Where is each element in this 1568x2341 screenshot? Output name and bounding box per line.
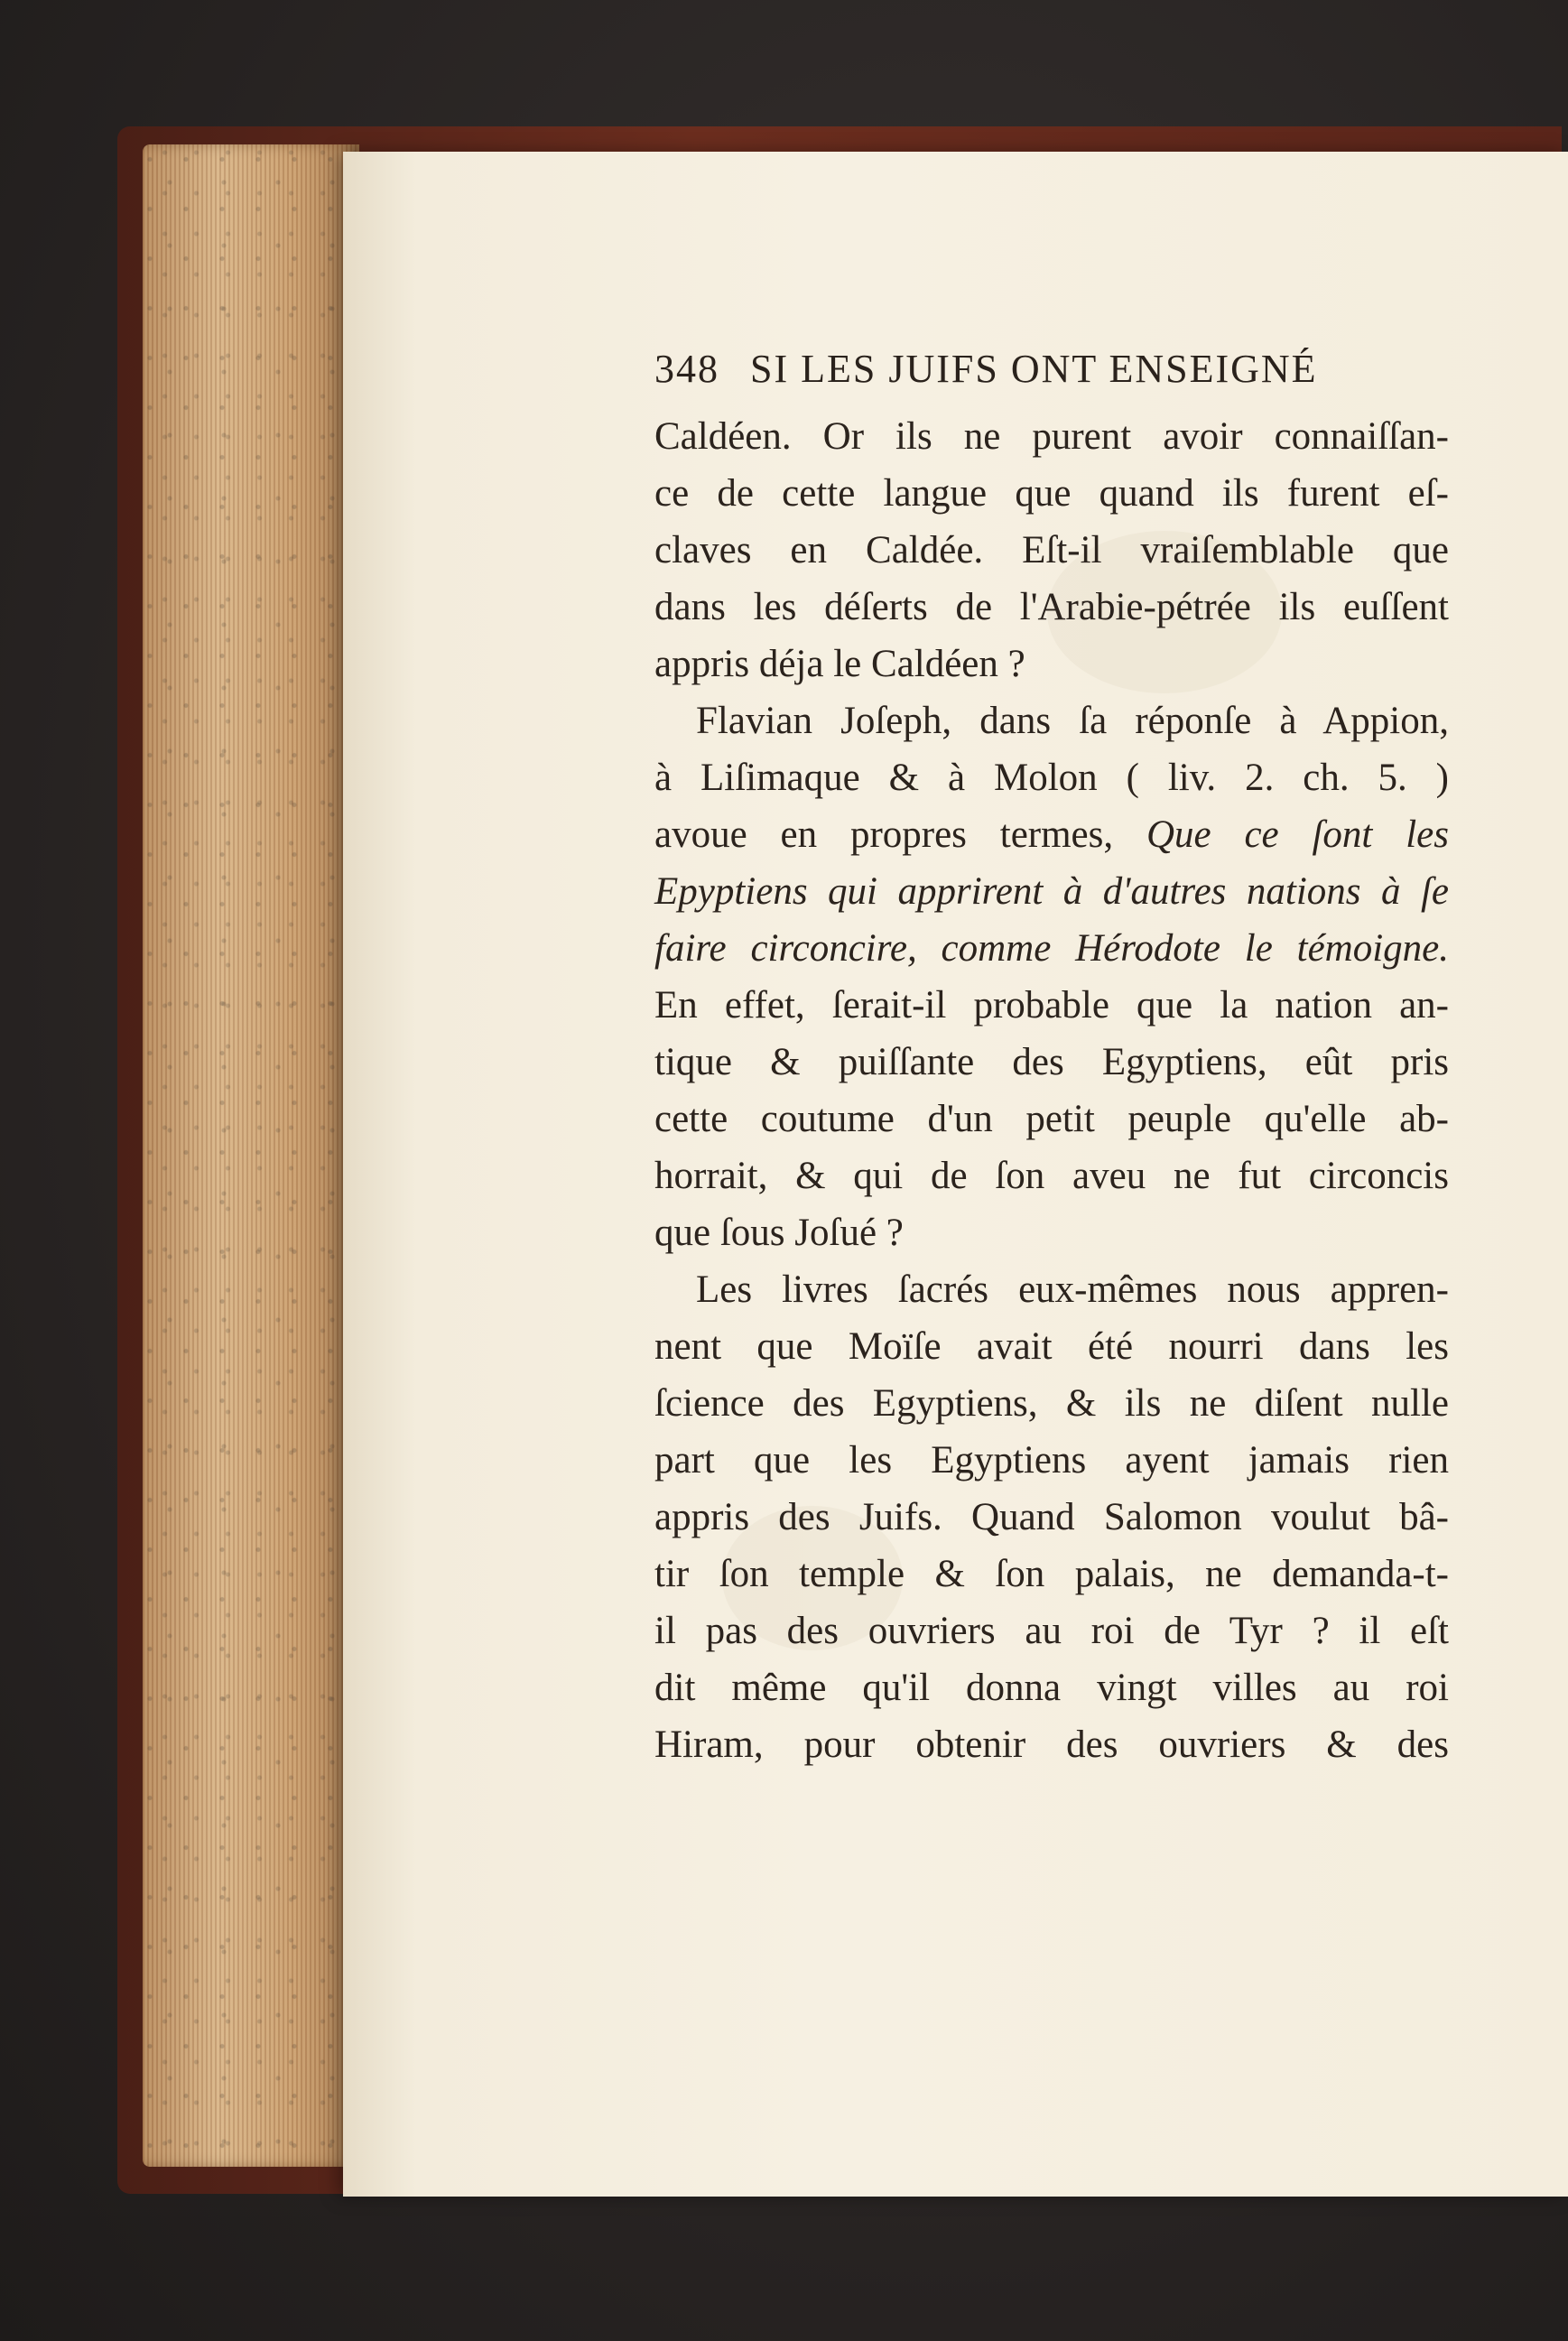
page-number: 348 [654, 347, 719, 391]
text-line: Caldéen. Or ils ne purent avoir connaiſſan- [654, 415, 1449, 458]
text-line: tir ſon temple & ſon palais, ne demanda-t- [654, 1553, 1449, 1595]
text-line: dit même qu'il donna vingt villes au roi [654, 1667, 1449, 1709]
fore-edge-foxing [143, 144, 359, 2167]
book-page [343, 152, 1568, 2197]
text-line: ce de cette langue que quand ils furent eſ- [654, 472, 1449, 515]
text-line-italic: faire circoncire, comme Hérodote le témoigne. [654, 927, 1449, 970]
text-line: Les livres ſacrés eux-mêmes nous appren- [696, 1268, 1449, 1311]
text-line: que ſous Joſué ? [654, 1212, 904, 1254]
text-segment: avoue en propres termes, [654, 813, 1114, 856]
text-line: claves en Caldée. Eſt-il vraiſemblable que [654, 529, 1449, 571]
page-fore-edge [143, 144, 359, 2167]
text-line: cette coutume d'un petit peuple qu'elle ab- [654, 1098, 1449, 1140]
text-line: part que les Egyptiens ayent jamais rien [654, 1439, 1449, 1482]
text-line: appris des Juifs. Quand Salomon voulut bâ- [654, 1496, 1449, 1538]
text-line: nent que Moïſe avait été nourri dans les [654, 1325, 1449, 1368]
text-line: dans les déſerts de l'Arabie-pétrée ils euſſent [654, 586, 1449, 628]
text-line: Hiram, pour obtenir des ouvriers & des [654, 1723, 1449, 1766]
text-line: horrait, & qui de ſon aveu ne fut circoncis [654, 1155, 1449, 1197]
text-line: ſcience des Egyptiens, & ils ne diſent nulle [654, 1382, 1449, 1425]
text-line: Flavian Joſeph, dans ſa réponſe à Appion, [696, 700, 1449, 742]
running-head [654, 346, 1557, 392]
quoted-text: Que ce ſont les [1146, 813, 1449, 856]
text-line: à Liſimaque & à Molon ( liv. 2. ch. 5. ) [654, 757, 1449, 799]
running-head-title: SI LES JUIFS ONT ENSEIGNÉ [750, 347, 1318, 391]
text-line: tique & puiſſante des Egyptiens, eût pris [654, 1041, 1449, 1083]
page-content [654, 346, 1557, 1773]
text-line: appris déja le Caldéen ? [654, 643, 1025, 685]
text-line-italic: Epyptiens qui apprirent à d'autres nations à ſe [654, 870, 1449, 913]
text-line: En effet, ſerait-il probable que la nation an- [654, 984, 1449, 1027]
text-line: il pas des ouvriers au roi de Tyr ? il eſt [654, 1610, 1449, 1652]
text-line-mixed [654, 806, 1449, 863]
body-text [654, 408, 1557, 1773]
